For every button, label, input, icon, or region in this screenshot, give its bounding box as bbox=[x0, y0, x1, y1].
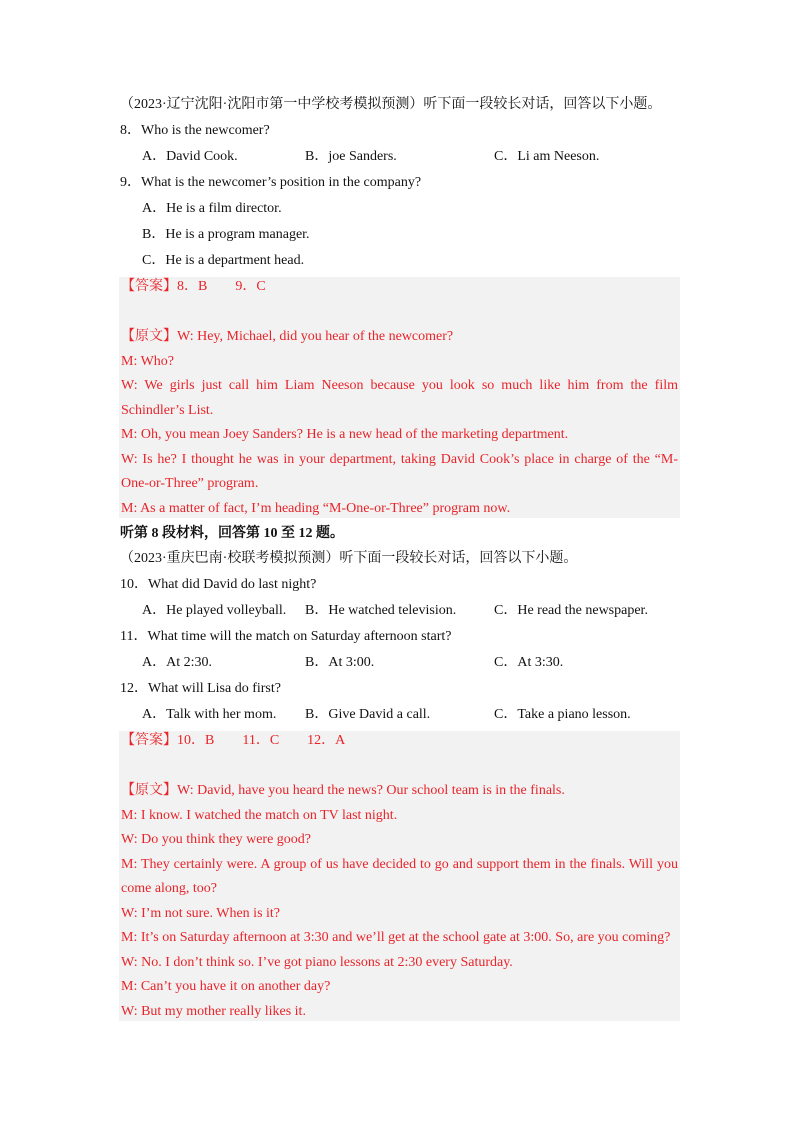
question-9-stem: 9．What is the newcomer’s position in the company? bbox=[120, 175, 422, 190]
question-12-option-a: A．Talk with her mom. bbox=[142, 707, 277, 722]
transcript-1-line: Schindler’s List. bbox=[121, 403, 214, 418]
transcript-1-line: 【原文】W: Hey, Michael, did you hear of the newcomer? bbox=[121, 329, 454, 344]
question-10-option-b: B．He watched television. bbox=[305, 603, 457, 618]
transcript-1-line: W: Is he? I thought he was in your department, taking David Cook’s place in charge of the “M- bbox=[121, 452, 678, 467]
question-10-stem: 10．What did David do last night? bbox=[120, 577, 317, 592]
question-12-stem: 12．What will Lisa do first? bbox=[120, 681, 281, 696]
transcript-2-line: M: They certainly were. A group of us have decided to go and support them in the finals. Will you bbox=[121, 857, 678, 872]
transcript-2-line: 【原文】W: David, have you heard the news? Our school team is in the finals. bbox=[121, 783, 565, 798]
question-8-options bbox=[142, 147, 682, 167]
question-12-options bbox=[142, 705, 682, 725]
question-9-option-a: A．He is a film director. bbox=[142, 201, 282, 216]
transcript-2-line: M: Can’t you have it on another day? bbox=[121, 979, 331, 994]
section2-heading: 听第 8 段材料，回答第 10 至 12 题。 bbox=[120, 526, 344, 541]
question-12-option-c: C．Take a piano lesson. bbox=[494, 707, 631, 722]
question-11-option-b: B．At 3:00. bbox=[305, 655, 375, 670]
transcript-2-line: come along, too? bbox=[121, 881, 218, 896]
transcript-2-line: W: No. I don’t think so. I’ve got piano lessons at 2:30 every Saturday. bbox=[121, 955, 513, 970]
question-9-option-b: B．He is a program manager. bbox=[142, 227, 310, 242]
question-8-option-b: B．joe Sanders. bbox=[305, 149, 397, 164]
answer-1: 【答案】8．B 9．C bbox=[121, 279, 266, 294]
transcript-1-line: M: Oh, you mean Joey Sanders? He is a new head of the marketing department. bbox=[121, 427, 569, 442]
transcript-1-line: M: As a matter of fact, I’m heading “M-One-or-Three” program now. bbox=[121, 501, 511, 516]
transcript-2-line: M: I know. I watched the match on TV last night. bbox=[121, 808, 398, 823]
question-10-option-a: A．He played volleyball. bbox=[142, 603, 287, 618]
transcript-1-line: W: We girls just call him Liam Neeson because you look so much like him from the film bbox=[121, 378, 678, 393]
transcript-2-line: M: It’s on Saturday afternoon at 3:30 and we’ll get at the school gate at 3:00. So, are you coming? bbox=[121, 930, 671, 945]
answer-2: 【答案】10．B 11．C 12．A bbox=[121, 733, 346, 748]
question-11-stem: 11．What time will the match on Saturday afternoon start? bbox=[120, 629, 452, 644]
question-11-options bbox=[142, 653, 682, 673]
transcript-1-line: One-or-Three” program. bbox=[121, 476, 259, 491]
transcript-2-line: W: Do you think they were good? bbox=[121, 832, 311, 847]
question-10-options bbox=[142, 601, 682, 621]
transcript-2-line: W: But my mother really likes it. bbox=[121, 1004, 306, 1019]
question-8-option-a: A．David Cook. bbox=[142, 149, 238, 164]
transcript-2-line: W: I’m not sure. When is it? bbox=[121, 906, 281, 921]
section1-source: （2023·辽宁沈阳·沈阳市第一中学校考模拟预测）听下面一段较长对话，回答以下小题。 bbox=[120, 97, 662, 112]
transcript-1-line: M: Who? bbox=[121, 354, 175, 369]
question-12-option-b: B．Give David a call. bbox=[305, 707, 431, 722]
answer-box-1 bbox=[119, 277, 680, 518]
question-8-stem: 8．Who is the newcomer? bbox=[120, 123, 270, 138]
question-8-option-c: C．Li am Neeson. bbox=[494, 149, 600, 164]
question-10-option-c: C．He read the newspaper. bbox=[494, 603, 648, 618]
section2-source: （2023·重庆巴南·校联考模拟预测）听下面一段较长对话，回答以下小题。 bbox=[120, 551, 578, 566]
question-11-option-c: C．At 3:30. bbox=[494, 655, 564, 670]
answer-box-2 bbox=[119, 731, 680, 1021]
question-9-option-c: C．He is a department head. bbox=[142, 253, 305, 268]
question-11-option-a: A．At 2:30. bbox=[142, 655, 212, 670]
